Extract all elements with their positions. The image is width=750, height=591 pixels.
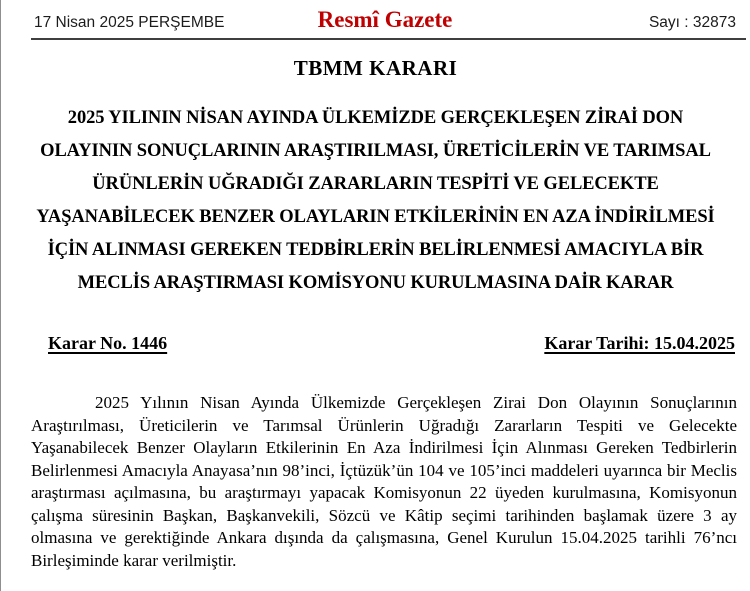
- decision-number: Karar No. 1446: [48, 333, 168, 353]
- decision-title-line: MECLİS ARAŞTIRMASI KOMİSYONU KURULMASINA DAİR KARAR: [77, 273, 674, 293]
- header-issue-number: Sayı : 32873: [648, 14, 736, 31]
- gazette-header: [1, 0, 750, 33]
- header-divider: [31, 38, 746, 40]
- decision-title-line: YAŞANABİLECEK BENZER OLAYLARIN ETKİLERİNİN EN AZA İNDİRİLMESİ: [36, 207, 715, 227]
- decision-title-line: 2025 YILININ NİSAN AYINDA ÜLKEMİZDE GERÇEKLEŞEN ZİRAİ DON: [67, 108, 684, 128]
- decision-title-line: ÜRÜNLERİN UĞRADIĞI ZARARLARIN TESPİTİ VE GELECEKTE: [92, 174, 659, 194]
- decision-meta-row: [31, 333, 735, 354]
- decision-title: [1, 102, 750, 300]
- decision-title-line: OLAYININ SONUÇLARININ ARAŞTIRILMASI, ÜRETİCİLERİN VE TARIMSAL: [40, 141, 711, 161]
- header-date: 17 Nisan 2025 PERŞEMBE: [34, 14, 225, 31]
- decision-body-paragraph: 2025 Yılının Nisan Ayında Ülkemizde Gerçekleşen Zirai Don Olayının Sonuçlarının Araştırılması, Üreticilerin ve Tarımsal Ürünlerin Uğradığı Zararların Tespiti ve Gelecekte Yaşanabilecek Benzer Olayların Etkilerinin En Aza İndirilmesi İçin Alınması Gereken Tedbirlerin Belirlenmesi Amacıyla Anayasa’nın 98’inci, İçtüzük’ün 104 ve 105’inci maddeleri uyarınca bir Meclis araştırması açılmasına, bu araştırmayı yapacak Komisyonun 22 üyeden kurulmasına, Komisyonun çalışma süresinin Başkan, Başkanvekili, Sözcü ve Kâtip seçimi tarihinden başlamak üzere 3 ay olmasına ve gerektiğinde Ankara dışında da çalışmasına, Genel Kurulun 15.04.2025 tarihli 76’ncı Birleşiminde karar verilmiştir.: [31, 393, 737, 570]
- decision-title-line: İÇİN ALINMASI GEREKEN TEDBİRLERİN BELİRLENMESİ AMACIYLA BİR: [47, 240, 704, 260]
- decision-date: Karar Tarihi: 15.04.2025: [544, 333, 735, 353]
- gazette-masthead: Resmî Gazete: [317, 7, 453, 32]
- document-type-heading: TBMM KARARI: [293, 56, 458, 80]
